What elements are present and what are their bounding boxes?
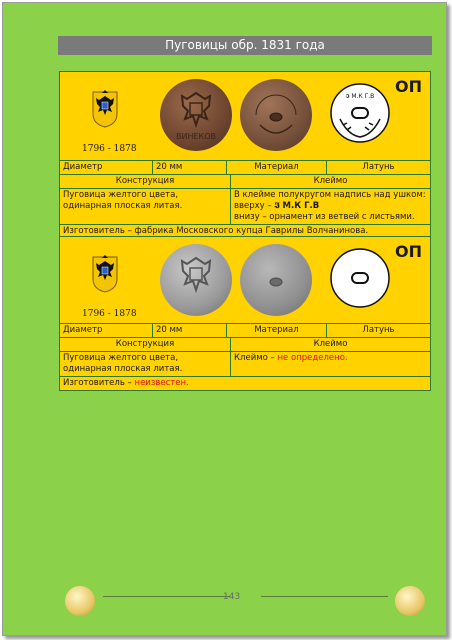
diameter-value: 20 мм: [152, 324, 226, 337]
button-card-1: [59, 71, 431, 239]
maker-prefix: Изготовитель –: [63, 378, 135, 388]
eagle-emblem-icon: [160, 79, 232, 151]
page: [2, 2, 447, 636]
hallmark-header: Клеймо: [230, 338, 430, 351]
hallmark-diagram-icon: [328, 81, 392, 145]
coin-letters: ВИНЕКОВ: [175, 132, 217, 141]
footer-divider-right: [261, 596, 388, 597]
diameter-label: Диаметр: [63, 325, 103, 335]
shank-icon: [240, 244, 312, 316]
eagle-emblem-icon: [160, 244, 232, 316]
material-value: Латунь: [326, 161, 430, 174]
button-card-2: [59, 236, 431, 391]
hallmark-text: [230, 352, 430, 376]
footer-divider-left: [103, 596, 230, 597]
hallmark-line-3: внизу – орнамент из ветвей с листьями.: [234, 212, 415, 222]
construction-text: Пуговица желтого цвета, одинарная плоская литая.: [63, 353, 183, 374]
medal-icon: [395, 586, 425, 616]
hallmark-diagram-icon: [328, 246, 392, 310]
maker-text: [60, 377, 430, 390]
header-row: [60, 337, 430, 351]
spec-row: [60, 160, 430, 174]
image-row: [60, 237, 430, 323]
hallmark-value: не определено.: [277, 353, 348, 363]
medal-icon: [65, 586, 95, 616]
mark-label: ОП: [395, 242, 422, 261]
years-label: 1796 - 1878: [82, 309, 137, 319]
hallmark-line-2: [234, 201, 427, 212]
years-label: 1796 - 1878: [82, 144, 137, 154]
construction-header: Конструкция: [115, 339, 175, 349]
maker-value: неизвестен.: [134, 378, 189, 388]
construction-text: Пуговица желтого цвета, одинарная плоская литая.: [63, 190, 183, 211]
image-row: [60, 72, 430, 160]
page-title: Пуговицы обр. 1831 года: [58, 36, 432, 55]
hallmark-text: [230, 189, 430, 224]
spec-row: [60, 323, 430, 337]
material-label: Материал: [226, 324, 326, 337]
diameter-label: Диаметр: [63, 162, 103, 172]
button-front-image: [160, 244, 232, 316]
page-number: 143: [223, 592, 241, 602]
header-row: [60, 174, 430, 188]
material-value: Латунь: [326, 324, 430, 337]
description-row: [60, 188, 430, 224]
mark-label: ОП: [395, 77, 422, 96]
diameter-value: 20 мм: [152, 161, 226, 174]
coat-of-arms-icon: [90, 88, 120, 128]
button-back-image: [240, 244, 312, 316]
material-label: Материал: [226, 161, 326, 174]
maker-text: Изготовитель – фабрика Московского купца Гаврилы Волчанинова.: [63, 226, 369, 236]
hallmark-inscription: 𝕴 М.К Г.В: [274, 201, 320, 211]
maker-row: [60, 376, 430, 390]
button-front-image: [160, 79, 232, 151]
description-row: [60, 351, 430, 376]
construction-header: Конструкция: [115, 176, 175, 186]
shank-icon: [240, 79, 312, 151]
button-back-image: [240, 79, 312, 151]
hallmark-prefix: Клеймо –: [234, 353, 278, 363]
hallmark-line-1: В клейме полукругом надпись над ушком:: [234, 190, 426, 200]
hallmark-line-2-prefix: вверху –: [234, 201, 275, 211]
coat-of-arms-icon: [90, 253, 120, 293]
svg-text:𝕴 М.К Г.В: 𝕴 М.К Г.В: [345, 93, 375, 100]
hallmark-header: Клеймо: [230, 175, 430, 188]
